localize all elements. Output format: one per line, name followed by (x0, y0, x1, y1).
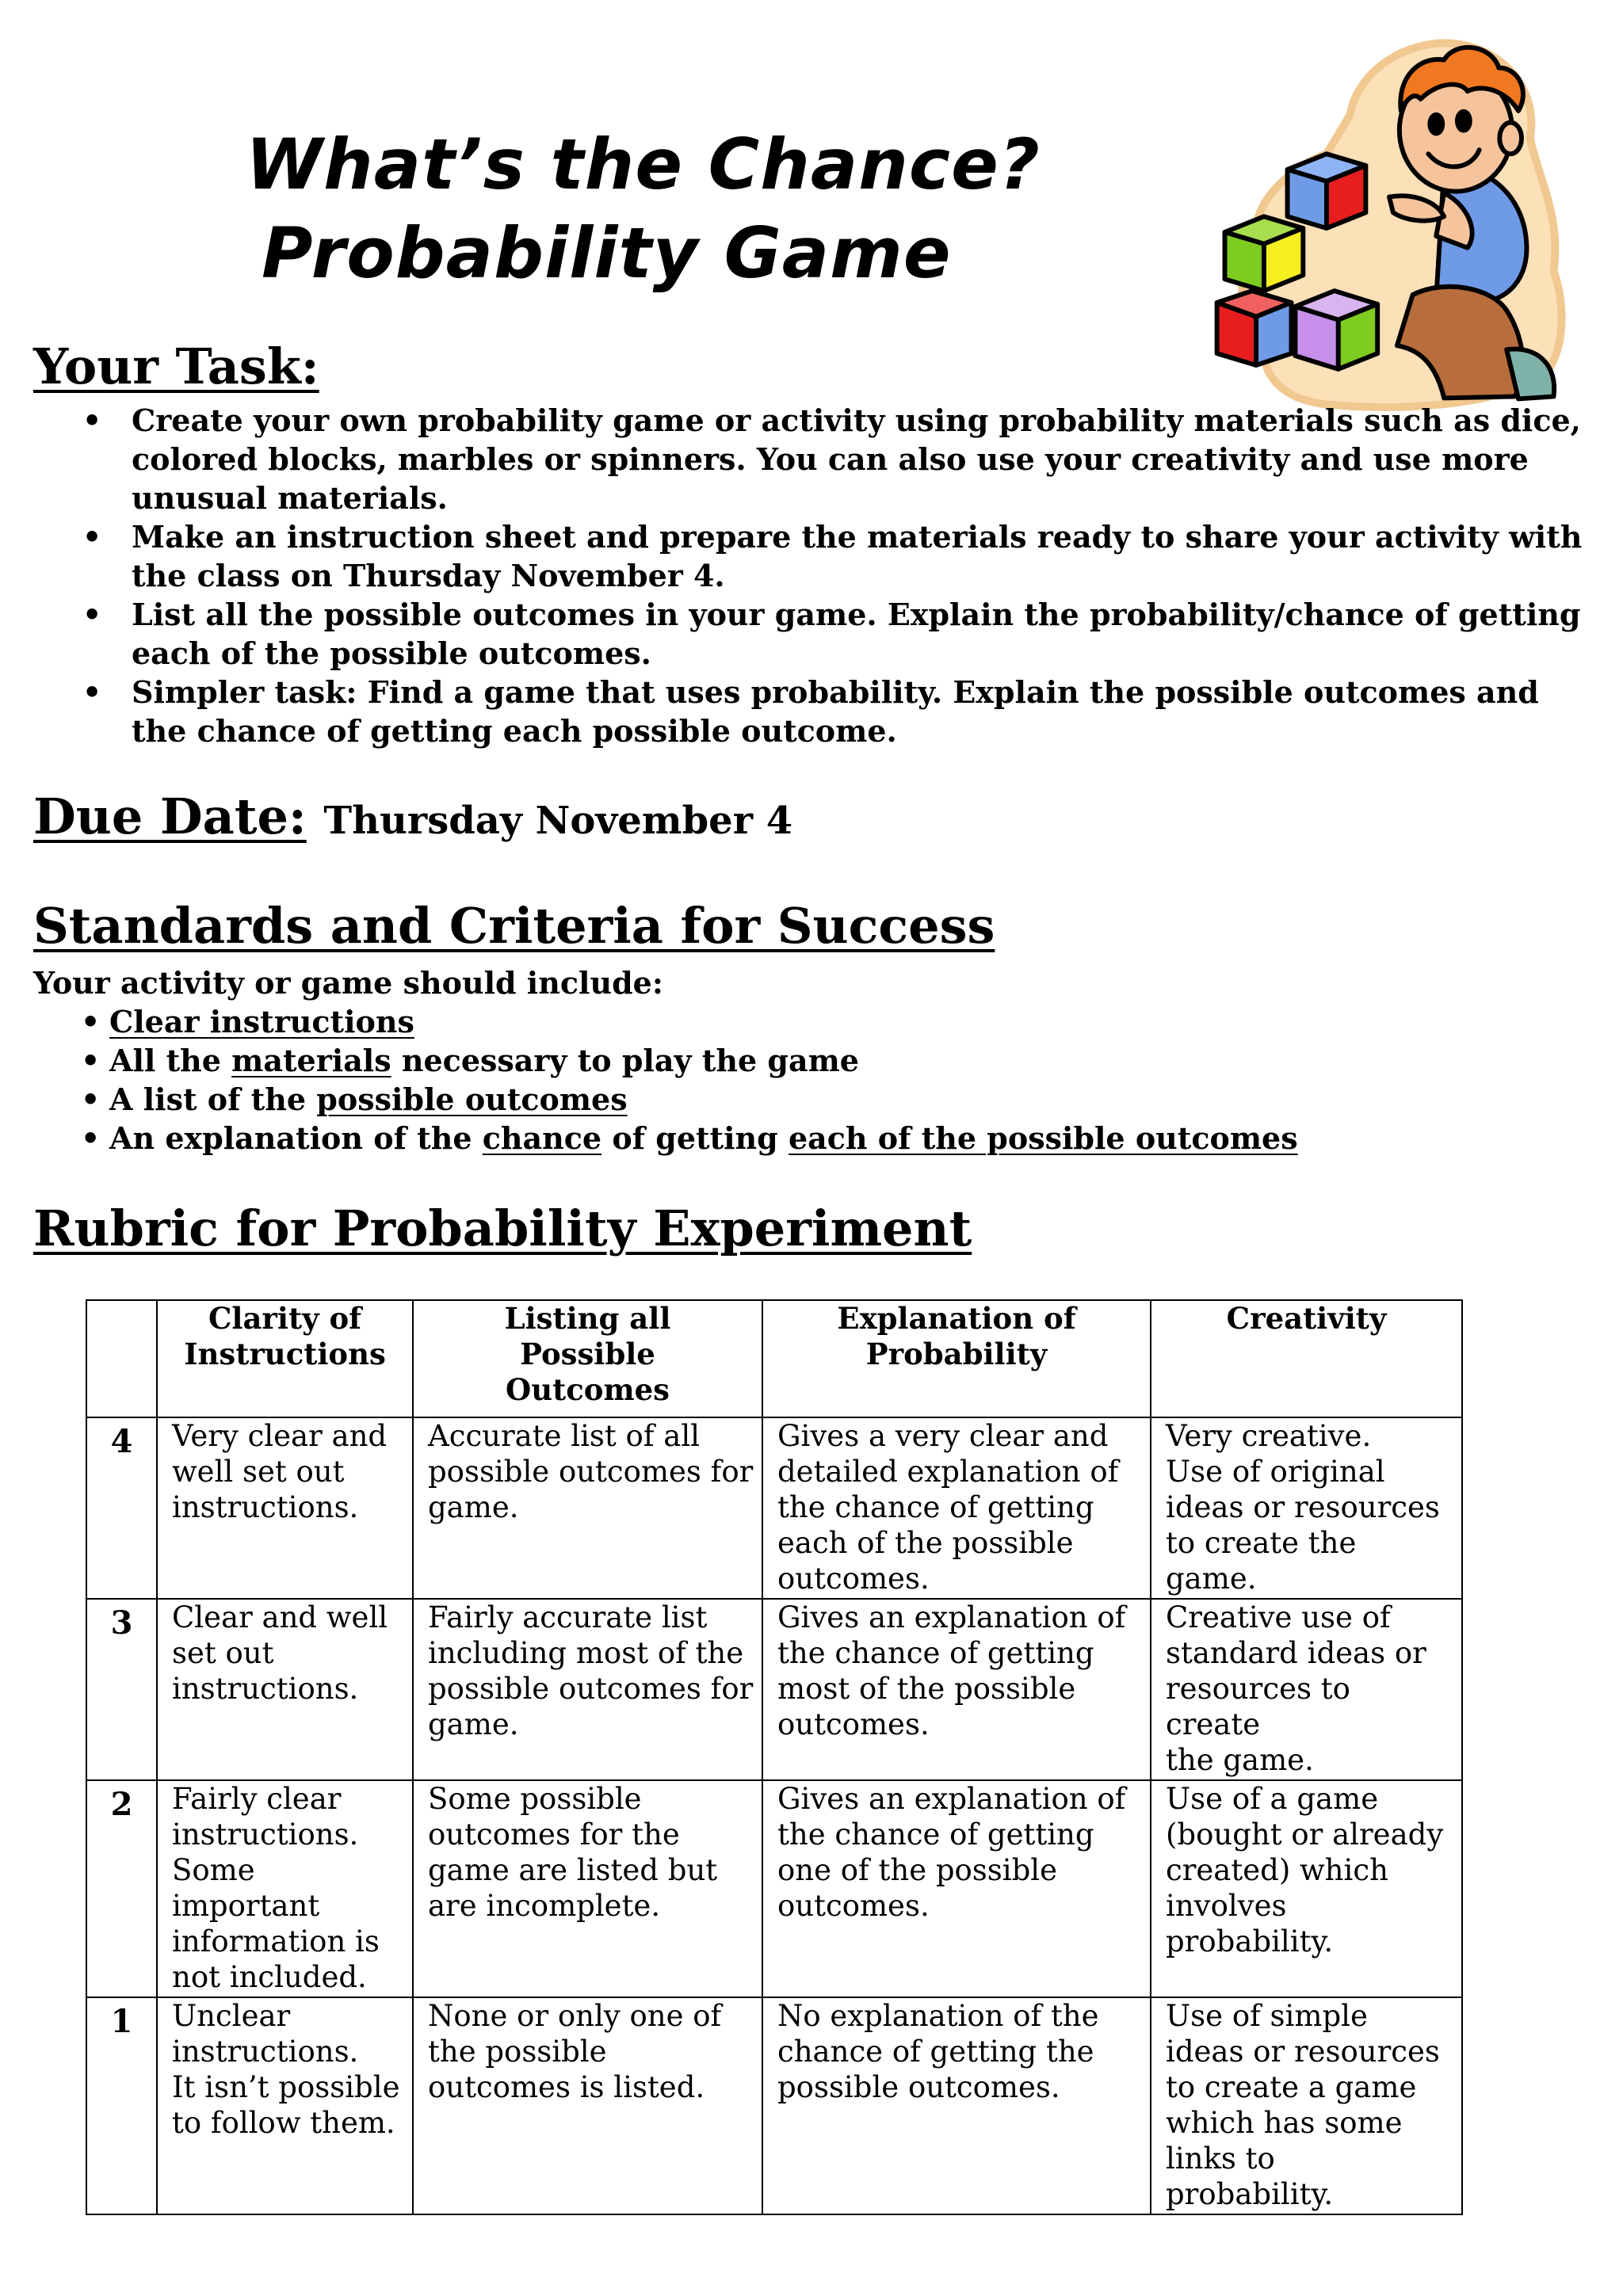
criteria-list (33, 1002, 1460, 1158)
task-item: • List all the possible outcomes in your game. Explain the probability/chance of getting each of the possible outcomes. (33, 595, 1587, 673)
rubric-cell: Very clear and well set out instructions. (157, 1417, 413, 1599)
due-date-value: Thursday November 4 (323, 799, 793, 843)
rubric-row (86, 1997, 1462, 2214)
task-item: • Create your own probability game or activity using probability materials such as dice, colored blocks, marbles or spinners. You can also use your creativity and use more unusual materials. (33, 401, 1587, 517)
rubric-cell: Accurate list of all possible outcomes for game. (413, 1417, 762, 1599)
rubric-column-header: Creativity (1151, 1300, 1462, 1417)
criteria-item: • A list of the possible outcomes (33, 1080, 1460, 1119)
your-task-heading: Your Task: (33, 338, 319, 395)
criteria-heading: Standards and Criteria for Success (33, 897, 995, 955)
rubric-column-header: Clarity of Instructions (157, 1300, 413, 1417)
rubric-cell: Unclear instructions. It isn’t possible to follow them. (157, 1997, 413, 2214)
rubric-corner-cell (86, 1300, 157, 1417)
task-list (33, 401, 1587, 750)
criteria-item: • An explanation of the chance of getting each of the possible outcomes (33, 1119, 1460, 1158)
rubric-cell: Use of a game (bought or already created) which involves probability. (1151, 1780, 1462, 1997)
rubric-column-header: Explanation of Probability (762, 1300, 1151, 1417)
rubric-cell: None or only one of the possible outcomes is listed. (413, 1997, 762, 2214)
criteria-intro: Your activity or game should include: (33, 965, 663, 1001)
rubric-row (86, 1417, 1462, 1599)
rubric-cell: Gives an explanation of the chance of getting most of the possible outcomes. (762, 1599, 1151, 1780)
task-item: • Simpler task: Find a game that uses probability. Explain the possible outcomes and the chance of getting each possible outcome. (33, 673, 1587, 750)
rubric-cell: Very creative. Use of original ideas or resources to create the game. (1151, 1417, 1462, 1599)
task-item: • Make an instruction sheet and prepare the materials ready to share your activity with the class on Thursday November 4. (33, 517, 1587, 595)
criteria-item: • Clear instructions (33, 1002, 1460, 1041)
title-line-2: Probability Game (262, 212, 952, 294)
rubric-score: 1 (86, 1997, 157, 2214)
rubric-header-row (86, 1300, 1462, 1417)
rubric-cell: Use of simple ideas or resources to create a game which has some links to probability. (1151, 1997, 1462, 2214)
rubric-table (86, 1299, 1463, 2215)
due-date-heading: Due Date: Thursday November 4 (33, 788, 793, 845)
rubric-cell: Clear and well set out instructions. (157, 1599, 413, 1780)
rubric-row (86, 1780, 1462, 1997)
rubric-cell: Gives a very clear and detailed explanation of the chance of getting each of the possible outcomes. (762, 1417, 1151, 1599)
rubric-cell: Fairly clear instructions. Some important information is not included. (157, 1780, 413, 1997)
rubric-heading: Rubric for Probability Experiment (33, 1199, 972, 1257)
rubric-cell: No explanation of the chance of getting the possible outcomes. (762, 1997, 1151, 2214)
criteria-item: • All the materials necessary to play the game (33, 1041, 1460, 1080)
rubric-score: 4 (86, 1417, 157, 1599)
rubric-cell: Gives an explanation of the chance of getting one of the possible outcomes. (762, 1780, 1151, 1997)
rubric-row (86, 1599, 1462, 1780)
title-line-1: What’s the Chance? (246, 124, 1041, 205)
boy-with-blocks-illustration (1208, 36, 1571, 428)
rubric-score: 3 (86, 1599, 157, 1780)
rubric-score: 2 (86, 1780, 157, 1997)
rubric-column-header: Listing all Possible Outcomes (413, 1300, 762, 1417)
rubric-cell: Some possible outcomes for the game are listed but are incomplete. (413, 1780, 762, 1997)
rubric-cell: Fairly accurate list including most of the possible outcomes for game. (413, 1599, 762, 1780)
rubric-cell: Creative use of standard ideas or resources to create the game. (1151, 1599, 1462, 1780)
